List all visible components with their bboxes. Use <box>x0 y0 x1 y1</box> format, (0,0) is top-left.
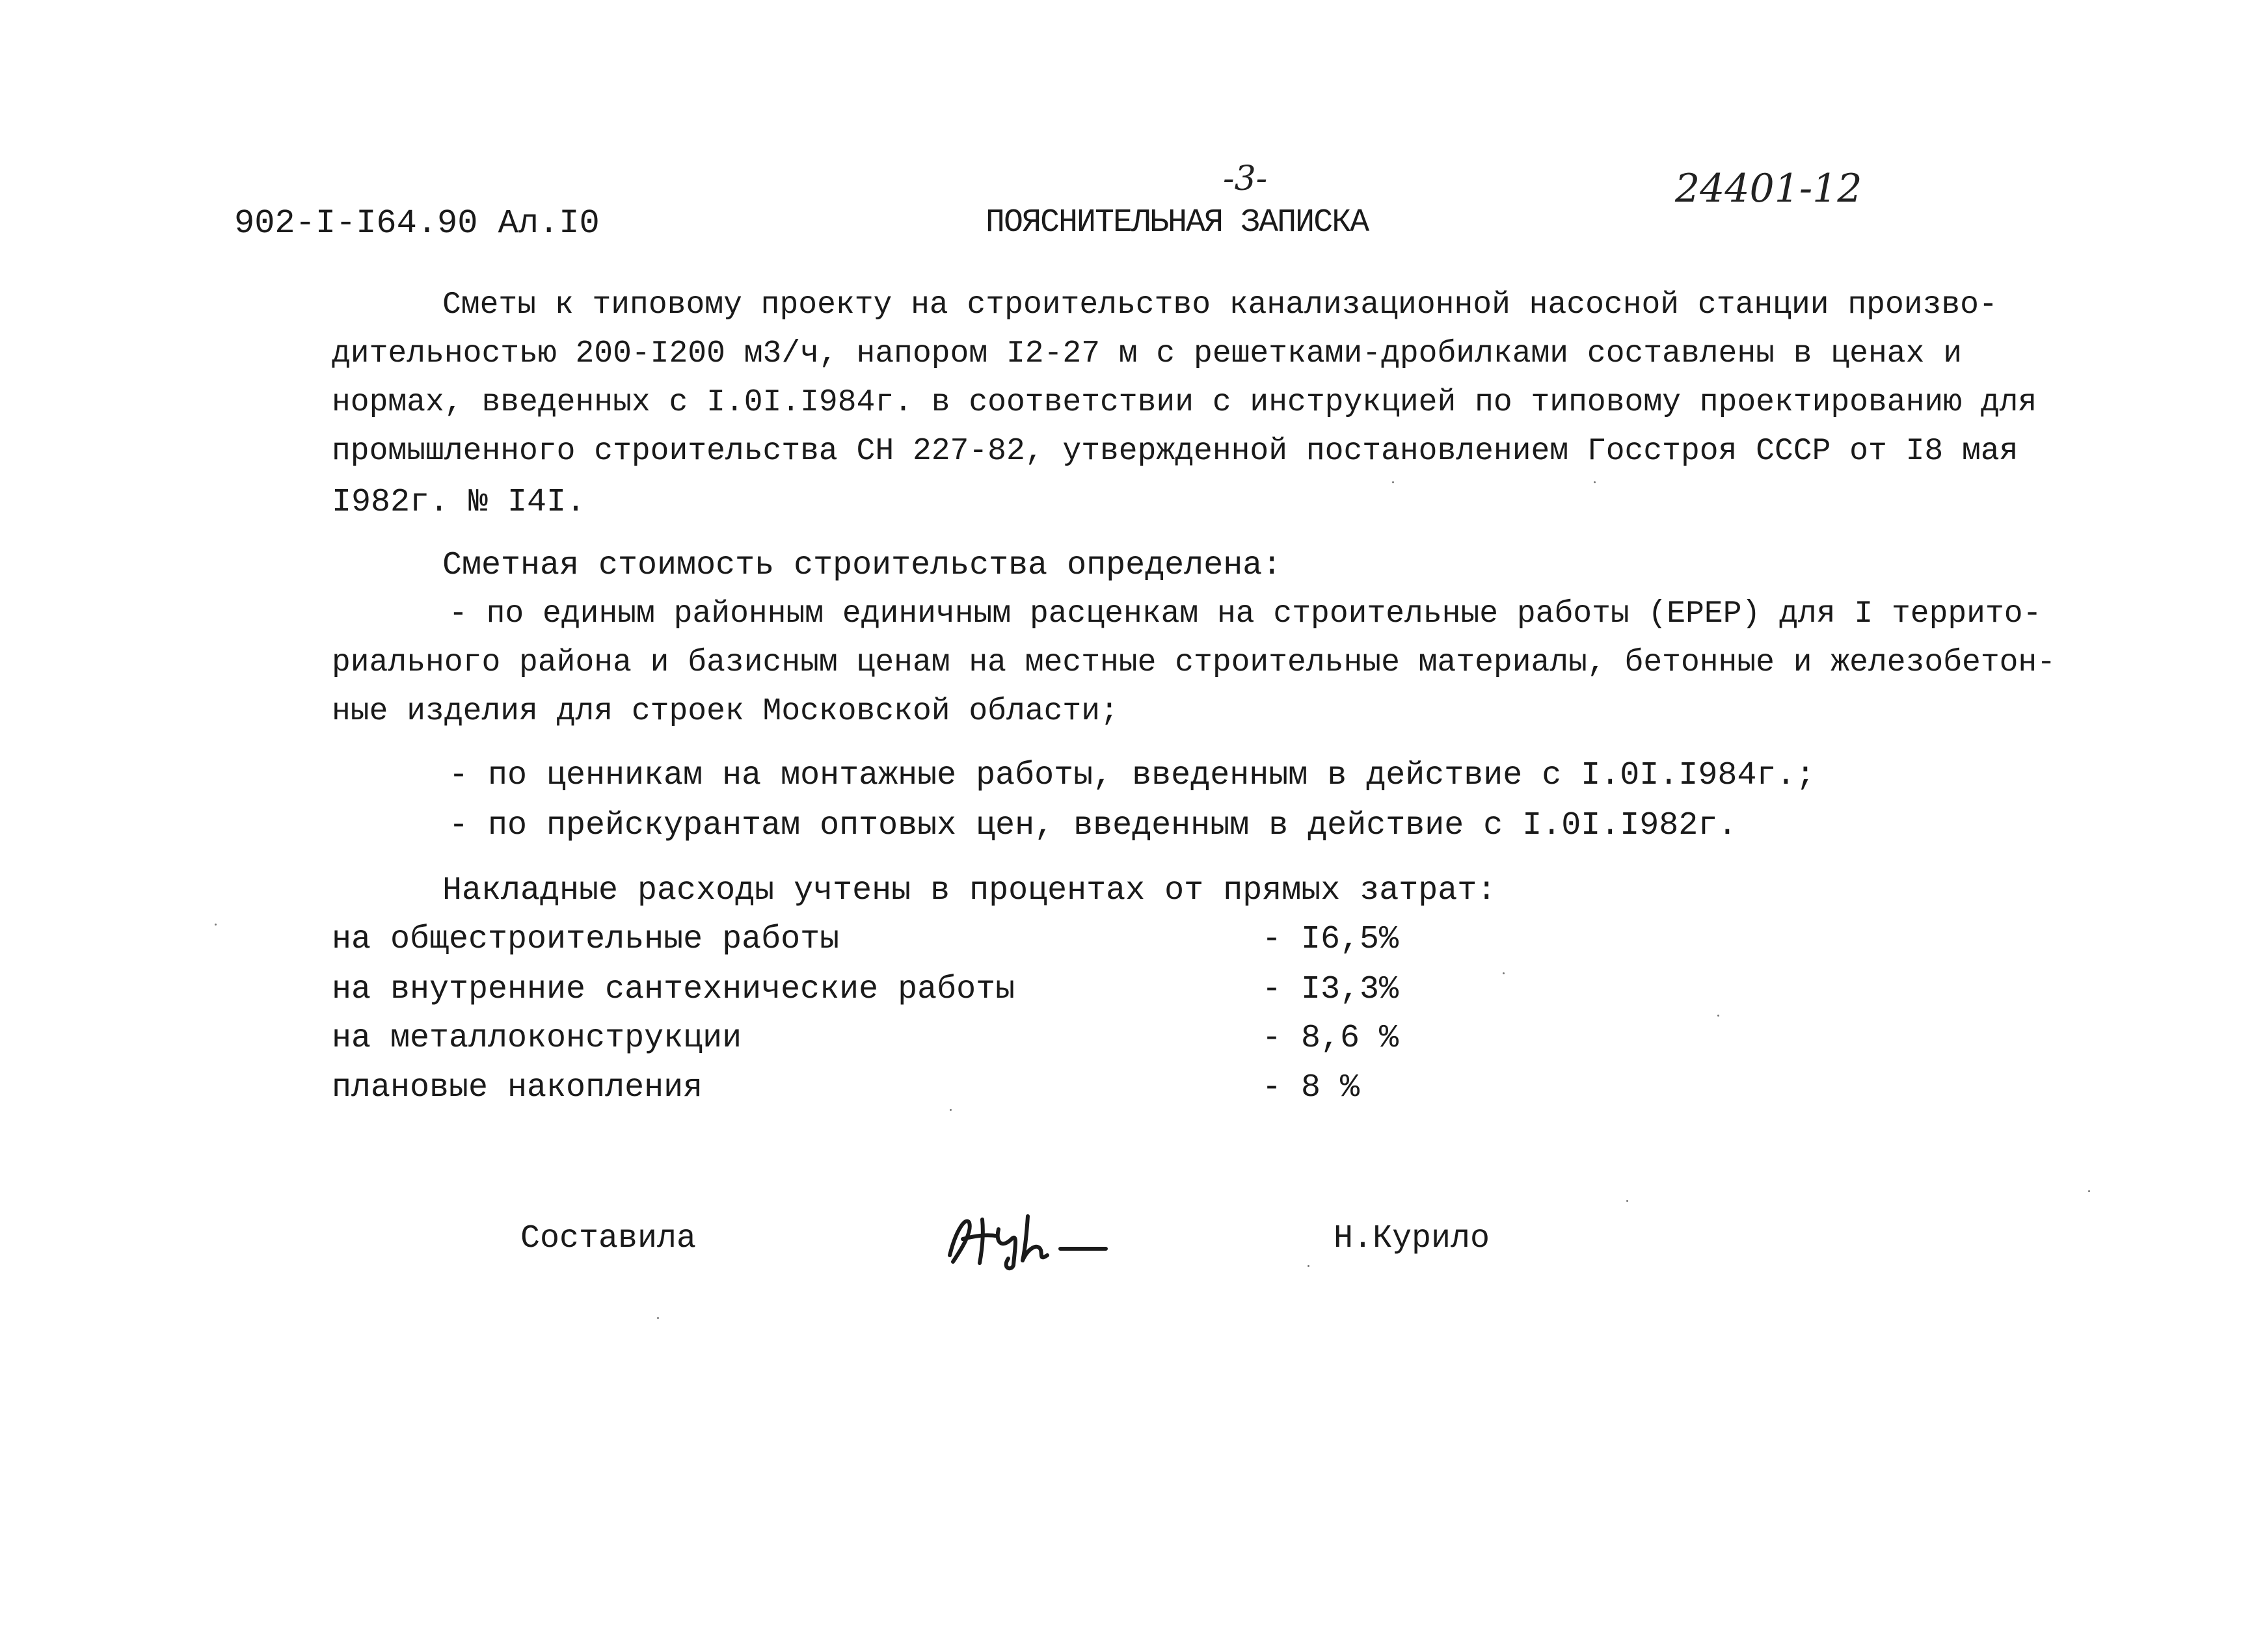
intro-line: I982г. № I4I. <box>332 484 586 521</box>
intro-line: нормах, введенных с I.0I.I984г. в соответствии с инструкцией по типовому проектированию для <box>332 385 2037 420</box>
overhead-value: - 8,6 % <box>1262 1020 1399 1057</box>
overhead-label: плановые накопления <box>332 1069 703 1106</box>
estimate-item-3: - по прейскурантам оптовых цен, введенным в действие с I.0I.I982г. <box>449 807 1737 844</box>
scan-speck <box>950 1109 952 1111</box>
overhead-value: - 8 % <box>1262 1069 1360 1106</box>
intro-line: дительностью 200-I200 м3/ч, напором I2-27 м с решетками-дробилками составлены в ценах и <box>332 336 1963 371</box>
estimate-item-1-line: ные изделия для строек Московской области; <box>332 694 1119 729</box>
estimate-item-1-line: - по единым районным единичным расценкам на строительные работы (ЕРЕР) для I террито- <box>449 596 2042 632</box>
scan-speck <box>215 924 217 926</box>
estimate-item-1-line: риального района и базисным ценам на местные строительные материалы, бетонные и железобетон- <box>332 645 2056 680</box>
scan-speck <box>1308 1265 1309 1267</box>
intro-line: Сметы к типовому проекту на строительство канализационной насосной станции произво- <box>442 287 1998 323</box>
overhead-label: на внутренние сантехнические работы <box>332 971 1015 1008</box>
scan-speck <box>1717 1015 1719 1017</box>
overhead-label: на металлоконструкции <box>332 1020 742 1057</box>
overhead-label: на общестроительные работы <box>332 921 840 958</box>
estimate-heading: Сметная стоимость строительства определена: <box>442 547 1282 584</box>
signature-role: Составила <box>520 1220 697 1257</box>
scan-speck <box>1626 1200 1628 1202</box>
sheet-number: 24401-12 <box>1675 166 1862 211</box>
scan-speck <box>1392 481 1394 483</box>
document-code: 902-I-I64.90 Ал.I0 <box>234 204 600 243</box>
intro-line: промышленного строительства СН 227-82, утвержденной постановлением Госстроя СССР от I8 мая <box>332 434 2019 469</box>
estimate-item-2: - по ценникам на монтажные работы, введенным в действие с I.0I.I984г.; <box>449 757 1816 794</box>
scan-speck <box>657 1317 659 1319</box>
scan-speck <box>1503 972 1505 974</box>
scan-speck <box>2088 1190 2090 1192</box>
document-title: ПОЯСНИТЕЛЬНАЯ ЗАПИСКА <box>986 204 1369 241</box>
overhead-value: - I6,5% <box>1262 921 1399 958</box>
overheads-heading: Накладные расходы учтены в процентах от прямых затрат: <box>442 872 1497 909</box>
scan-speck <box>1594 481 1596 483</box>
page-number: -3- <box>1223 159 1268 198</box>
signature-name: Н.Курило <box>1334 1220 1490 1257</box>
handwritten-signature <box>937 1203 1119 1275</box>
overhead-value: - I3,3% <box>1262 971 1399 1008</box>
